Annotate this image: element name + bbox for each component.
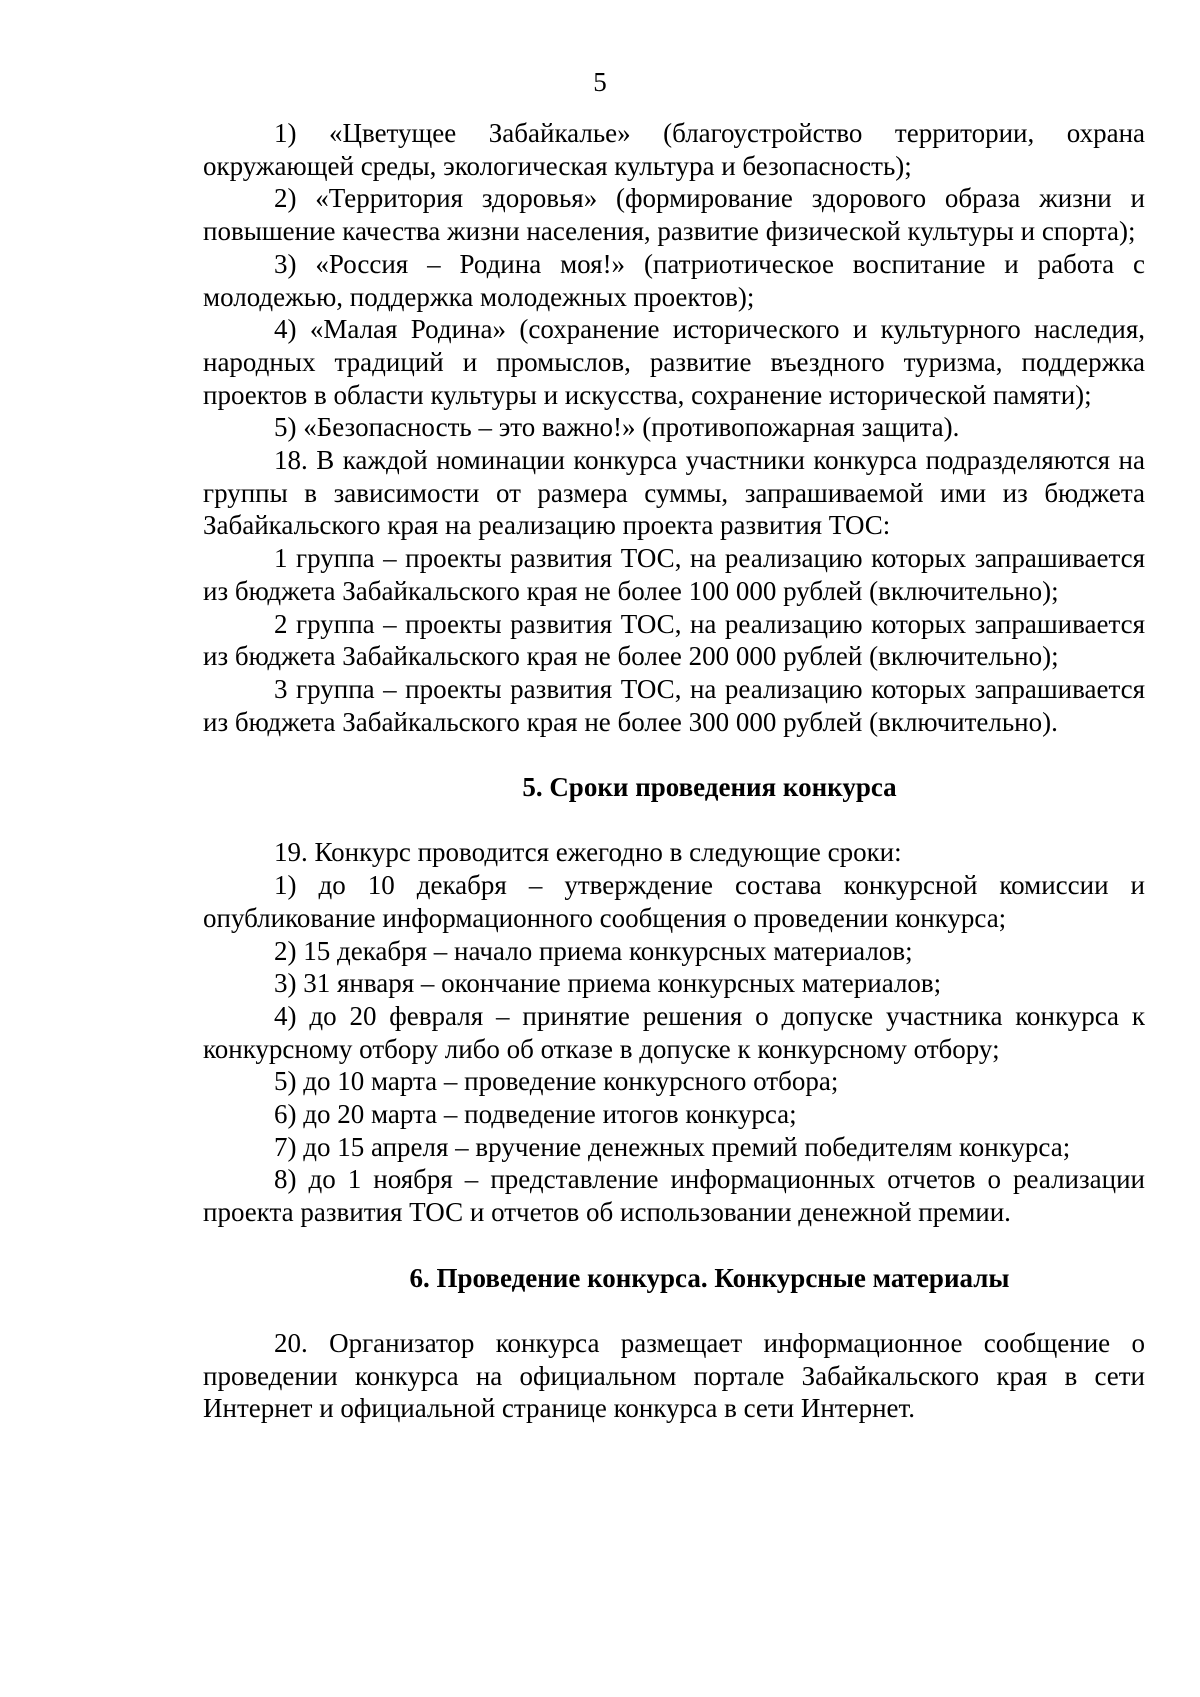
schedule-item-6: 6) до 20 марта – подведение итогов конкурса; <box>274 1099 797 1130</box>
nomination-item-4: 4) «Малая Родина» (сохранение исторического и культурного наследия, народных традиций и промыслов, развитие въездного туризма, поддержка проектов в области культуры и искусства, сохранение исторической памяти); <box>203 314 1145 410</box>
page-number: 5 <box>593 67 607 97</box>
schedule-item-1: 1) до 10 декабря – утверждение состава конкурсной комиссии и опубликование информационного сообщения о проведении конкурса; <box>203 870 1145 933</box>
nomination-item-2: 2) «Территория здоровья» (формирование здорового образа жизни и повышение качества жизни населения, развитие физической культуры и спорта); <box>203 183 1145 247</box>
nomination-item-5: 5) «Безопасность – это важно!» (противопожарная защита). <box>274 412 960 443</box>
spacer <box>203 1229 1145 1262</box>
document-body <box>203 117 1145 1425</box>
schedule-item-4: 4) до 20 февраля – принятие решения о допуске участника конкурса к конкурсному отбору либо об отказе в допуске к конкурсному отбору; <box>203 1000 1145 1064</box>
schedule-item-7: 7) до 15 апреля – вручение денежных премий победителям конкурса; <box>274 1131 1071 1162</box>
nomination-item-3: 3) «Россия – Родина моя!» (патриотическое воспитание и работа с молодежью, поддержка молодежных проектов); <box>203 248 1145 312</box>
spacer <box>203 1294 1145 1327</box>
group-3: 3 группа – проекты развития ТОС, на реализацию которых запрашивается из бюджета Забайкальского края не более 300 000 рублей (включительно). <box>203 673 1145 737</box>
schedule-item-3: 3) 31 января – окончание приема конкурсных материалов; <box>274 968 942 999</box>
section-5-heading: 5. Сроки проведения конкурса <box>522 772 897 803</box>
clause-19: 19. Конкурс проводится ежегодно в следующие сроки: <box>274 837 902 868</box>
spacer <box>203 804 1145 837</box>
spacer <box>203 738 1145 771</box>
clause-18: 18. В каждой номинации конкурса участники конкурса подразделяются на группы в зависимости от размера суммы, запрашиваемой ими из бюджета Забайкальского края на реализацию проекта развития ТОС: <box>203 445 1145 541</box>
group-1: 1 группа – проекты развития ТОС, на реализацию которых запрашивается из бюджета Забайкальского края не более 100 000 рублей (включительно); <box>203 543 1145 606</box>
schedule-item-2: 2) 15 декабря – начало приема конкурсных материалов; <box>274 935 913 966</box>
clause-20: 20. Организатор конкурса размещает информационное сообщение о проведении конкурса на официальном портале Забайкальского края в сети Интернет и официальной странице конкурса в сети Интернет. <box>203 1327 1145 1424</box>
group-2: 2 группа – проекты развития ТОС, на реализацию которых запрашивается из бюджета Забайкальского края не более 200 000 рублей (включительно); <box>203 608 1145 672</box>
section-6-heading: 6. Проведение конкурса. Конкурсные материалы <box>409 1262 1010 1293</box>
schedule-item-8: 8) до 1 ноября – представление информационных отчетов о реализации проекта развития ТОС и отчетов об использовании денежной премии. <box>203 1164 1145 1228</box>
nomination-item-1: 1) «Цветущее Забайкалье» (благоустройство территории, охрана окружающей среды, экологическая культура и безопасность); <box>203 118 1145 181</box>
schedule-item-5: 5) до 10 марта – проведение конкурсного отбора; <box>274 1066 839 1097</box>
